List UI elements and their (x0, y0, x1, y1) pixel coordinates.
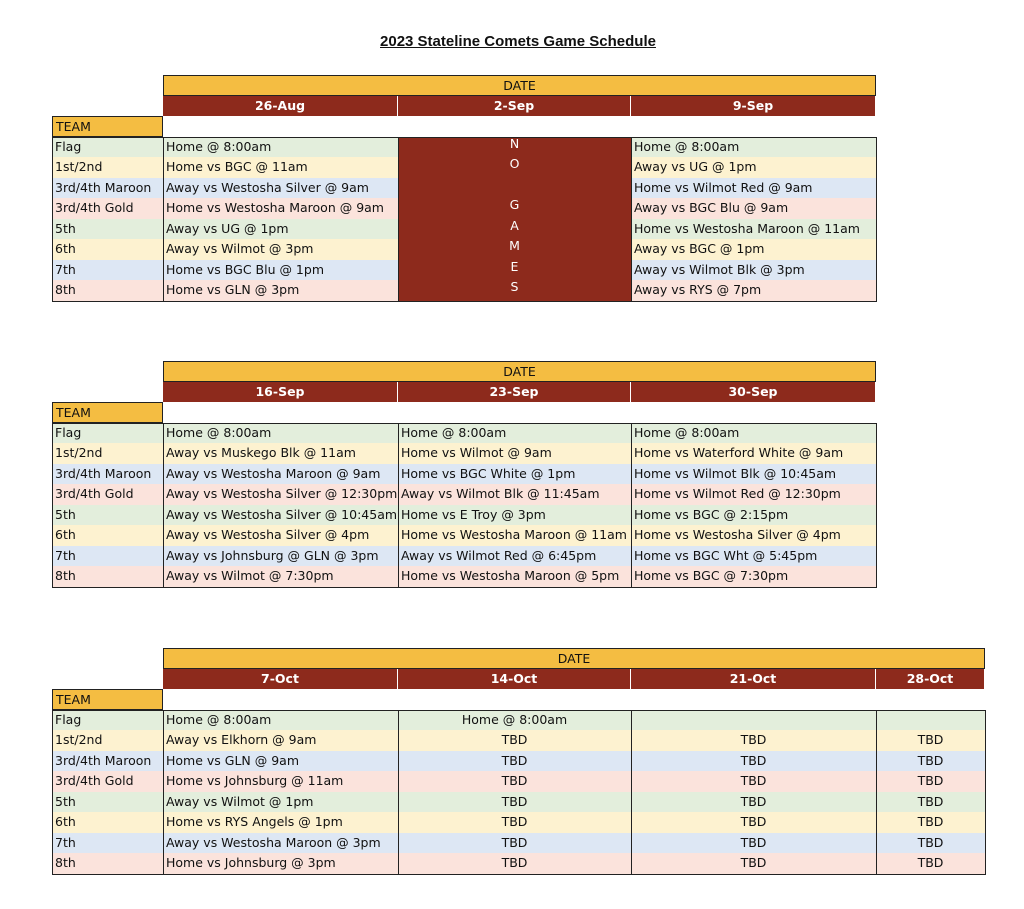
column-divider (398, 423, 399, 587)
schedule-cell: Home vs BGC @ 7:30pm (631, 566, 876, 587)
schedule-cell: Home vs Wilmot Red @ 9am (631, 178, 876, 199)
team-name: 3rd/4th Gold (52, 484, 163, 505)
schedule-cell: Away vs Westosha Silver @ 10:45am (163, 505, 398, 526)
no-games-letter: N (509, 135, 520, 151)
schedule-cell: Away vs Muskego Blk @ 11am (163, 443, 398, 464)
team-name: 7th (52, 833, 163, 854)
schedule-cell: Home vs Wilmot @ 9am (398, 443, 631, 464)
team-name: 8th (52, 566, 163, 587)
schedule-cell: TBD (398, 771, 631, 792)
column-divider (163, 710, 164, 874)
team-name: 6th (52, 239, 163, 260)
schedule-cell: TBD (398, 833, 631, 854)
schedule-cell: Away vs Wilmot Red @ 6:45pm (398, 546, 631, 567)
schedule-cell (631, 710, 876, 731)
no-games-letter: G (509, 197, 520, 212)
team-header: TEAM (52, 402, 163, 423)
schedule-cell (876, 710, 985, 731)
team-name: 7th (52, 546, 163, 567)
schedule-cell: TBD (876, 833, 985, 854)
team-name: 6th (52, 525, 163, 546)
team-name: Flag (52, 423, 163, 444)
schedule-cell: Home vs Westosha Silver @ 4pm (631, 525, 876, 546)
no-games-letter: A (510, 217, 519, 233)
schedule-cell: Away vs UG @ 1pm (631, 157, 876, 178)
team-name: 3rd/4th Maroon (52, 751, 163, 772)
team-name: 6th (52, 812, 163, 833)
schedule-cell: Home vs BGC Blu @ 1pm (163, 260, 398, 281)
schedule-cell: Away vs Wilmot @ 7:30pm (163, 566, 398, 587)
team-name: 1st/2nd (52, 730, 163, 751)
schedule-cell: TBD (398, 853, 631, 874)
team-name: 3rd/4th Maroon (52, 464, 163, 485)
date-cell: 2-Sep (398, 96, 631, 117)
date-cell: 16-Sep (163, 382, 398, 403)
team-name: 7th (52, 260, 163, 281)
schedule-cell: TBD (876, 792, 985, 813)
schedule-cell: Home vs BGC White @ 1pm (398, 464, 631, 485)
date-header: DATE (163, 361, 876, 382)
team-name: 5th (52, 219, 163, 240)
no-games-letter: E (510, 258, 519, 274)
team-name: 8th (52, 853, 163, 874)
schedule-cell: Home @ 8:00am (163, 137, 398, 158)
date-cell: 28-Oct (876, 669, 985, 690)
schedule-cell: Home vs RYS Angels @ 1pm (163, 812, 398, 833)
schedule-cell: Away vs BGC Blu @ 9am (631, 198, 876, 219)
schedule-cell: Away vs BGC @ 1pm (631, 239, 876, 260)
team-name: 5th (52, 792, 163, 813)
team-name: 3rd/4th Maroon (52, 178, 163, 199)
schedule-cell: TBD (398, 730, 631, 751)
schedule-cell: Home @ 8:00am (398, 423, 631, 444)
schedule-cell: TBD (398, 792, 631, 813)
schedule-cell: Home vs Westosha Maroon @ 5pm (398, 566, 631, 587)
schedule-cell: TBD (631, 853, 876, 874)
schedule-cell: Away vs RYS @ 7pm (631, 280, 876, 301)
team-name: 5th (52, 505, 163, 526)
schedule-cell: Home vs Westosha Maroon @ 11am (398, 525, 631, 546)
date-cell: 9-Sep (631, 96, 876, 117)
schedule-cell: Away vs Westosha Silver @ 9am (163, 178, 398, 199)
schedule-cell: Home @ 8:00am (163, 710, 398, 731)
column-divider (163, 137, 164, 301)
schedule-cell: Away vs Wilmot Blk @ 3pm (631, 260, 876, 281)
schedule-cell: Away vs Westosha Maroon @ 9am (163, 464, 398, 485)
schedule-cell: TBD (398, 751, 631, 772)
schedule-cell: TBD (631, 751, 876, 772)
column-divider (876, 710, 877, 874)
schedule-cell: Home vs BGC @ 2:15pm (631, 505, 876, 526)
no-games-letter (398, 178, 631, 199)
team-header: TEAM (52, 689, 163, 710)
team-name: 8th (52, 280, 163, 301)
column-divider (398, 137, 399, 301)
page-title: 2023 Stateline Comets Game Schedule (380, 33, 656, 50)
column-divider (631, 137, 632, 301)
schedule-cell: Away vs Westosha Silver @ 12:30pm (163, 484, 398, 505)
schedule-cell: Away vs Johnsburg @ GLN @ 3pm (163, 546, 398, 567)
date-cell: 14-Oct (398, 669, 631, 690)
schedule-cell: Home @ 8:00am (163, 423, 398, 444)
schedule-cell: TBD (876, 730, 985, 751)
schedule-cell: Home vs Waterford White @ 9am (631, 443, 876, 464)
no-games-block (398, 137, 631, 301)
schedule-cell: Home vs E Troy @ 3pm (398, 505, 631, 526)
schedule-cell: Home vs Wilmot Red @ 12:30pm (631, 484, 876, 505)
schedule-cell: TBD (876, 751, 985, 772)
team-name: Flag (52, 710, 163, 731)
schedule-cell: TBD (631, 730, 876, 751)
no-games-letter: M (509, 238, 520, 253)
schedule-cell: Away vs UG @ 1pm (163, 219, 398, 240)
date-cell: 7-Oct (163, 669, 398, 690)
schedule-cell: Home vs Westosha Maroon @ 9am (163, 198, 398, 219)
schedule-cell: Home @ 8:00am (398, 710, 631, 731)
date-cell: 23-Sep (398, 382, 631, 403)
schedule-cell: Home @ 8:00am (631, 423, 876, 444)
team-name: Flag (52, 137, 163, 158)
column-divider (163, 423, 164, 587)
team-name: 3rd/4th Gold (52, 198, 163, 219)
team-name: 1st/2nd (52, 443, 163, 464)
schedule-cell: Home @ 8:00am (631, 137, 876, 158)
schedule-cell: Home vs Johnsburg @ 3pm (163, 853, 398, 874)
team-header: TEAM (52, 116, 163, 137)
schedule-cell: Home vs BGC @ 11am (163, 157, 398, 178)
schedule-cell: TBD (631, 771, 876, 792)
column-divider (631, 423, 632, 587)
schedule-cell: TBD (876, 771, 985, 792)
schedule-cell: Away vs Wilmot @ 3pm (163, 239, 398, 260)
schedule-cell: Home vs GLN @ 3pm (163, 280, 398, 301)
schedule-cell: Home vs GLN @ 9am (163, 751, 398, 772)
schedule-cell: TBD (631, 833, 876, 854)
team-name: 1st/2nd (52, 157, 163, 178)
schedule-cell: Away vs Westosha Silver @ 4pm (163, 525, 398, 546)
no-games-letter: O (509, 156, 520, 171)
schedule-cell: TBD (398, 812, 631, 833)
schedule-cell: Home vs BGC Wht @ 5:45pm (631, 546, 876, 567)
date-cell: 26-Aug (163, 96, 398, 117)
schedule-cell: Away vs Wilmot Blk @ 11:45am (398, 484, 631, 505)
no-games-letter: S (510, 279, 519, 294)
schedule-cell: Away vs Elkhorn @ 9am (163, 730, 398, 751)
column-divider (631, 710, 632, 874)
schedule-cell: TBD (631, 812, 876, 833)
column-divider (398, 710, 399, 874)
schedule-cell: Home vs Westosha Maroon @ 11am (631, 219, 876, 240)
schedule-cell: TBD (631, 792, 876, 813)
date-header: DATE (163, 648, 985, 669)
schedule-cell: Away vs Wilmot @ 1pm (163, 792, 398, 813)
date-cell: 30-Sep (631, 382, 876, 403)
date-header: DATE (163, 75, 876, 96)
team-name: 3rd/4th Gold (52, 771, 163, 792)
schedule-cell: Home vs Wilmot Blk @ 10:45am (631, 464, 876, 485)
date-cell: 21-Oct (631, 669, 876, 690)
schedule-cell: Home vs Johnsburg @ 11am (163, 771, 398, 792)
schedule-cell: TBD (876, 853, 985, 874)
schedule-cell: Away vs Westosha Maroon @ 3pm (163, 833, 398, 854)
schedule-cell: TBD (876, 812, 985, 833)
